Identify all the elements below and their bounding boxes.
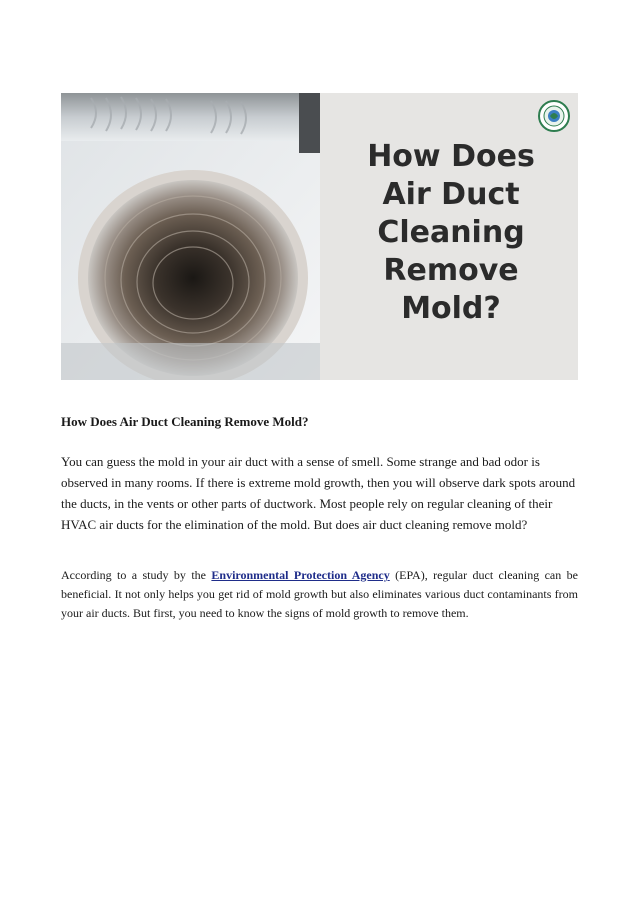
hero-title-line: Cleaning bbox=[377, 215, 525, 250]
paragraph-text: According to a study by the bbox=[61, 568, 212, 582]
article-heading: How Does Air Duct Cleaning Remove Mold? bbox=[61, 414, 309, 429]
hero-image bbox=[61, 93, 578, 380]
article-paragraph-epa bbox=[61, 566, 578, 623]
dirty-air-duct-photo bbox=[61, 93, 320, 380]
hero-title-line: Mold? bbox=[401, 291, 501, 326]
hero-title-line: How Does bbox=[367, 139, 535, 174]
epa-link[interactable]: Environmental Protection Agency bbox=[211, 568, 390, 582]
hero-title bbox=[331, 138, 571, 328]
company-logo-badge-icon bbox=[538, 100, 570, 132]
article bbox=[61, 413, 578, 623]
hero-title-line: Remove bbox=[383, 253, 519, 288]
article-paragraph-intro: You can guess the mold in your air duct with a sense of smell. Some strange and bad odor is observed in many rooms. If there is extreme mold growth, then you will observe dark spots around the ducts, in the vents or other parts of ductwork. Most people rely on regular cleaning of their HVAC air ducts for the elimination of the mold. But does air duct cleaning remove mold? bbox=[61, 454, 576, 532]
hero-title-line: Air Duct bbox=[382, 177, 520, 212]
paragraph-text: (EPA), regular duct cleaning can be beneficial. It not only helps you get rid of mold growth but also eliminates various duct contaminants from your air ducts. But first, you need to know the signs of mold growth to remove them. bbox=[61, 568, 578, 620]
